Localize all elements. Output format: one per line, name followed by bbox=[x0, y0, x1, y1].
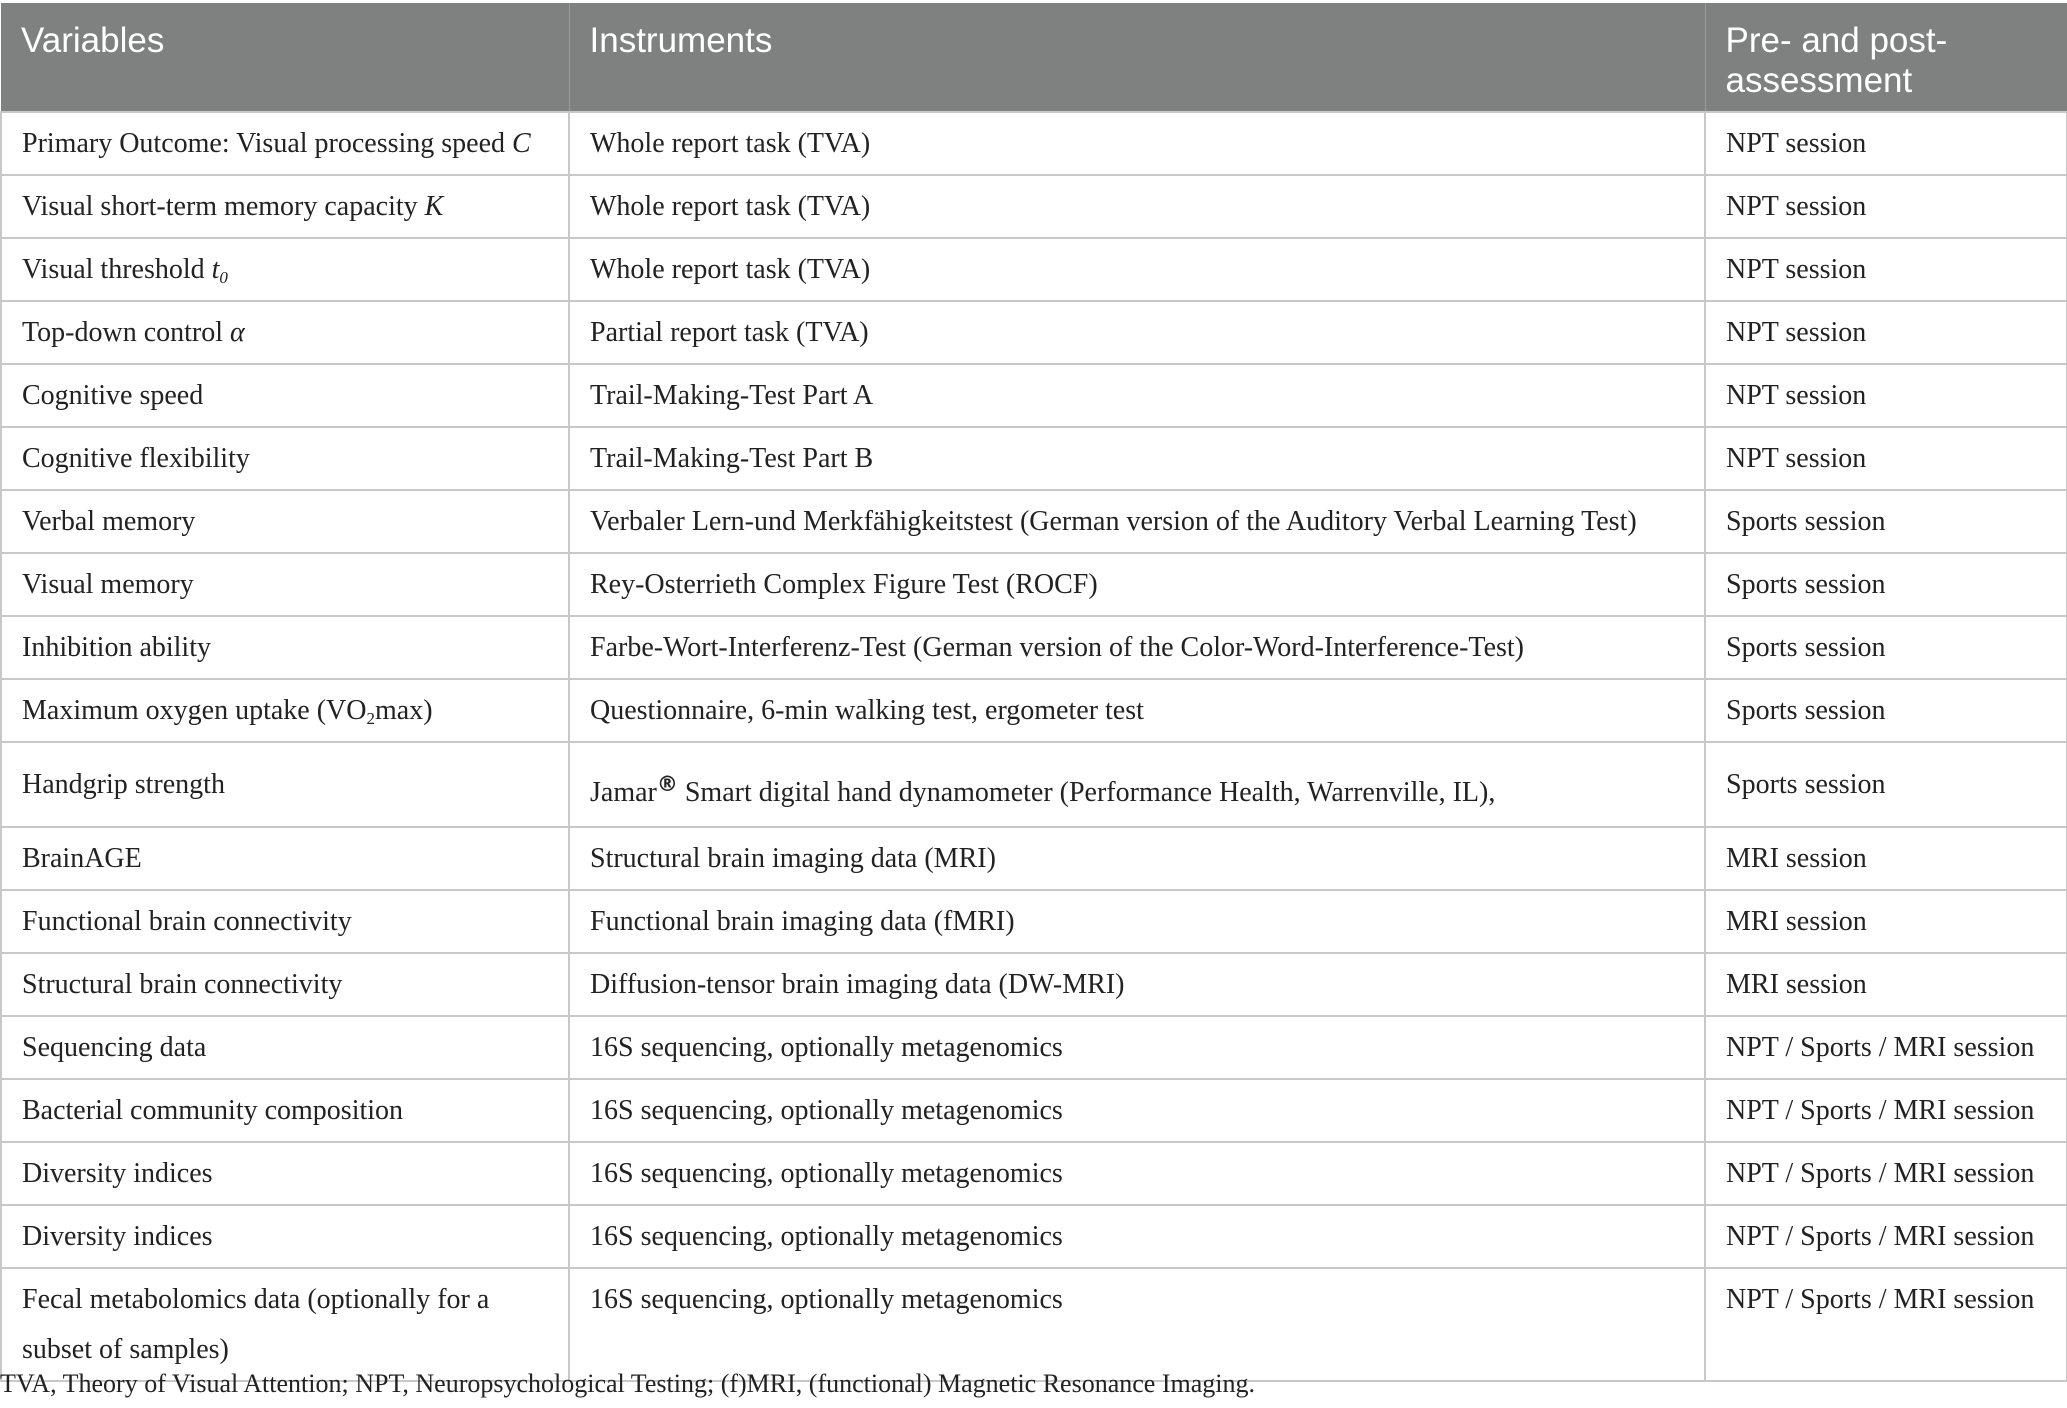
cell-instrument: 16S sequencing, optionally metagenomics bbox=[569, 1268, 1705, 1381]
cell-variable bbox=[1, 679, 569, 742]
cell-assessment: Sports session bbox=[1705, 742, 2067, 827]
cell-instrument: Rey-Osterrieth Complex Figure Test (ROCF) bbox=[569, 553, 1705, 616]
variable-text-end: max) bbox=[375, 695, 433, 726]
variable-text: Visual short-term memory capacity bbox=[22, 191, 418, 222]
cell-assessment: NPT / Sports / MRI session bbox=[1705, 1016, 2067, 1079]
variable-symbol: t bbox=[211, 254, 220, 285]
table-footnote: TVA, Theory of Visual Attention; NPT, Neuropsychological Testing; (f)MRI, (functional) Magnetic Resonance Imaging. bbox=[0, 1369, 1255, 1398]
variable-symbol: C bbox=[512, 128, 531, 159]
table-row bbox=[1, 953, 2067, 1016]
cell-variable: BrainAGE bbox=[1, 827, 569, 890]
cell-variable: Functional brain connectivity bbox=[1, 890, 569, 953]
header-assessment-line2: assessment bbox=[1725, 61, 1913, 100]
cell-instrument: Trail-Making-Test Part A bbox=[569, 364, 1705, 427]
cell-variable: Structural brain connectivity bbox=[1, 953, 569, 1016]
cell-instrument: Questionnaire, 6-min walking test, ergometer test bbox=[569, 679, 1705, 742]
table-row bbox=[1, 890, 2067, 953]
cell-assessment: NPT session bbox=[1705, 175, 2067, 238]
cell-instrument: 16S sequencing, optionally metagenomics bbox=[569, 1142, 1705, 1205]
cell-assessment: NPT / Sports / MRI session bbox=[1705, 1268, 2067, 1381]
instrument-text-end: Smart digital hand dynamometer (Performance Health, Warrenville, IL), bbox=[677, 777, 1496, 808]
cell-instrument: 16S sequencing, optionally metagenomics bbox=[569, 1079, 1705, 1142]
cell-assessment: MRI session bbox=[1705, 827, 2067, 890]
cell-assessment: NPT session bbox=[1705, 427, 2067, 490]
cell-variable: Diversity indices bbox=[1, 1205, 569, 1268]
table-row bbox=[1, 238, 2067, 301]
cell-instrument: Diffusion-tensor brain imaging data (DW-MRI) bbox=[569, 953, 1705, 1016]
cell-instrument: Verbaler Lern-und Merkfähigkeitstest (German version of the Auditory Verbal Learning Test) bbox=[569, 490, 1705, 553]
cell-instrument: Whole report task (TVA) bbox=[569, 175, 1705, 238]
table-row bbox=[1, 1079, 2067, 1142]
table-row bbox=[1, 616, 2067, 679]
header-variables: Variables bbox=[1, 3, 569, 112]
table-row bbox=[1, 112, 2067, 175]
cell-assessment: MRI session bbox=[1705, 890, 2067, 953]
cell-instrument: Whole report task (TVA) bbox=[569, 238, 1705, 301]
table-row bbox=[1, 1205, 2067, 1268]
cell-instrument: 16S sequencing, optionally metagenomics bbox=[569, 1016, 1705, 1079]
table-row bbox=[1, 1016, 2067, 1079]
cell-assessment: MRI session bbox=[1705, 953, 2067, 1016]
variable-text: Top-down control bbox=[22, 317, 224, 348]
variable-text: Visual threshold bbox=[22, 254, 205, 285]
variable-text: Primary Outcome: Visual processing speed bbox=[22, 128, 506, 159]
cell-assessment: NPT / Sports / MRI session bbox=[1705, 1205, 2067, 1268]
cell-instrument: Trail-Making-Test Part B bbox=[569, 427, 1705, 490]
cell-instrument: Farbe-Wort-Interferenz-Test (German version of the Color-Word-Interference-Test) bbox=[569, 616, 1705, 679]
cell-variable bbox=[1, 175, 569, 238]
table-row bbox=[1, 679, 2067, 742]
table-row bbox=[1, 742, 2067, 827]
table-row bbox=[1, 1268, 2067, 1381]
table-row bbox=[1, 175, 2067, 238]
table-row bbox=[1, 827, 2067, 890]
cell-variable bbox=[1, 112, 569, 175]
cell-assessment: NPT session bbox=[1705, 364, 2067, 427]
cell-variable: Inhibition ability bbox=[1, 616, 569, 679]
cell-instrument: Whole report task (TVA) bbox=[569, 112, 1705, 175]
table-row bbox=[1, 553, 2067, 616]
cell-variable: Cognitive flexibility bbox=[1, 427, 569, 490]
cell-variable: Handgrip strength bbox=[1, 742, 569, 827]
table-row bbox=[1, 427, 2067, 490]
variables-instruments-table bbox=[0, 3, 2067, 1382]
instrument-text: Jamar bbox=[590, 777, 657, 808]
table-header-row bbox=[1, 3, 2067, 112]
cell-variable: Sequencing data bbox=[1, 1016, 569, 1079]
cell-variable bbox=[1, 1268, 569, 1381]
variable-symbol: α bbox=[230, 317, 245, 348]
table-container bbox=[0, 3, 2066, 1382]
cell-assessment: Sports session bbox=[1705, 490, 2067, 553]
cell-instrument: Partial report task (TVA) bbox=[569, 301, 1705, 364]
cell-variable bbox=[1, 238, 569, 301]
variable-subscript: 2 bbox=[366, 709, 375, 728]
cell-instrument bbox=[569, 742, 1705, 827]
cell-variable: Diversity indices bbox=[1, 1142, 569, 1205]
cell-instrument: 16S sequencing, optionally metagenomics bbox=[569, 1205, 1705, 1268]
cell-instrument: Structural brain imaging data (MRI) bbox=[569, 827, 1705, 890]
header-assessment-line1: Pre- and post- bbox=[1725, 21, 1948, 60]
variable-text-line2: subset of samples) bbox=[22, 1334, 229, 1365]
header-assessment bbox=[1705, 3, 2067, 112]
table-row bbox=[1, 301, 2067, 364]
cell-variable: Visual memory bbox=[1, 553, 569, 616]
variable-symbol: K bbox=[424, 191, 444, 222]
variable-text: Maximum oxygen uptake (VO bbox=[22, 695, 367, 726]
table-row bbox=[1, 364, 2067, 427]
cell-assessment: NPT / Sports / MRI session bbox=[1705, 1142, 2067, 1205]
cell-assessment: Sports session bbox=[1705, 679, 2067, 742]
cell-assessment: Sports session bbox=[1705, 616, 2067, 679]
cell-assessment: NPT / Sports / MRI session bbox=[1705, 1079, 2067, 1142]
registered-mark: ® bbox=[656, 772, 678, 796]
cell-variable: Bacterial community composition bbox=[1, 1079, 569, 1142]
variable-symbol-subscript: 0 bbox=[219, 268, 228, 287]
cell-variable bbox=[1, 301, 569, 364]
header-instruments: Instruments bbox=[569, 3, 1705, 112]
cell-assessment: NPT session bbox=[1705, 301, 2067, 364]
table-row bbox=[1, 1142, 2067, 1205]
table-row bbox=[1, 490, 2067, 553]
cell-assessment: NPT session bbox=[1705, 112, 2067, 175]
cell-assessment: NPT session bbox=[1705, 238, 2067, 301]
variable-text-line1: Fecal metabolomics data (optionally for a bbox=[22, 1284, 490, 1315]
cell-variable: Verbal memory bbox=[1, 490, 569, 553]
cell-variable: Cognitive speed bbox=[1, 364, 569, 427]
cell-assessment: Sports session bbox=[1705, 553, 2067, 616]
cell-instrument: Functional brain imaging data (fMRI) bbox=[569, 890, 1705, 953]
